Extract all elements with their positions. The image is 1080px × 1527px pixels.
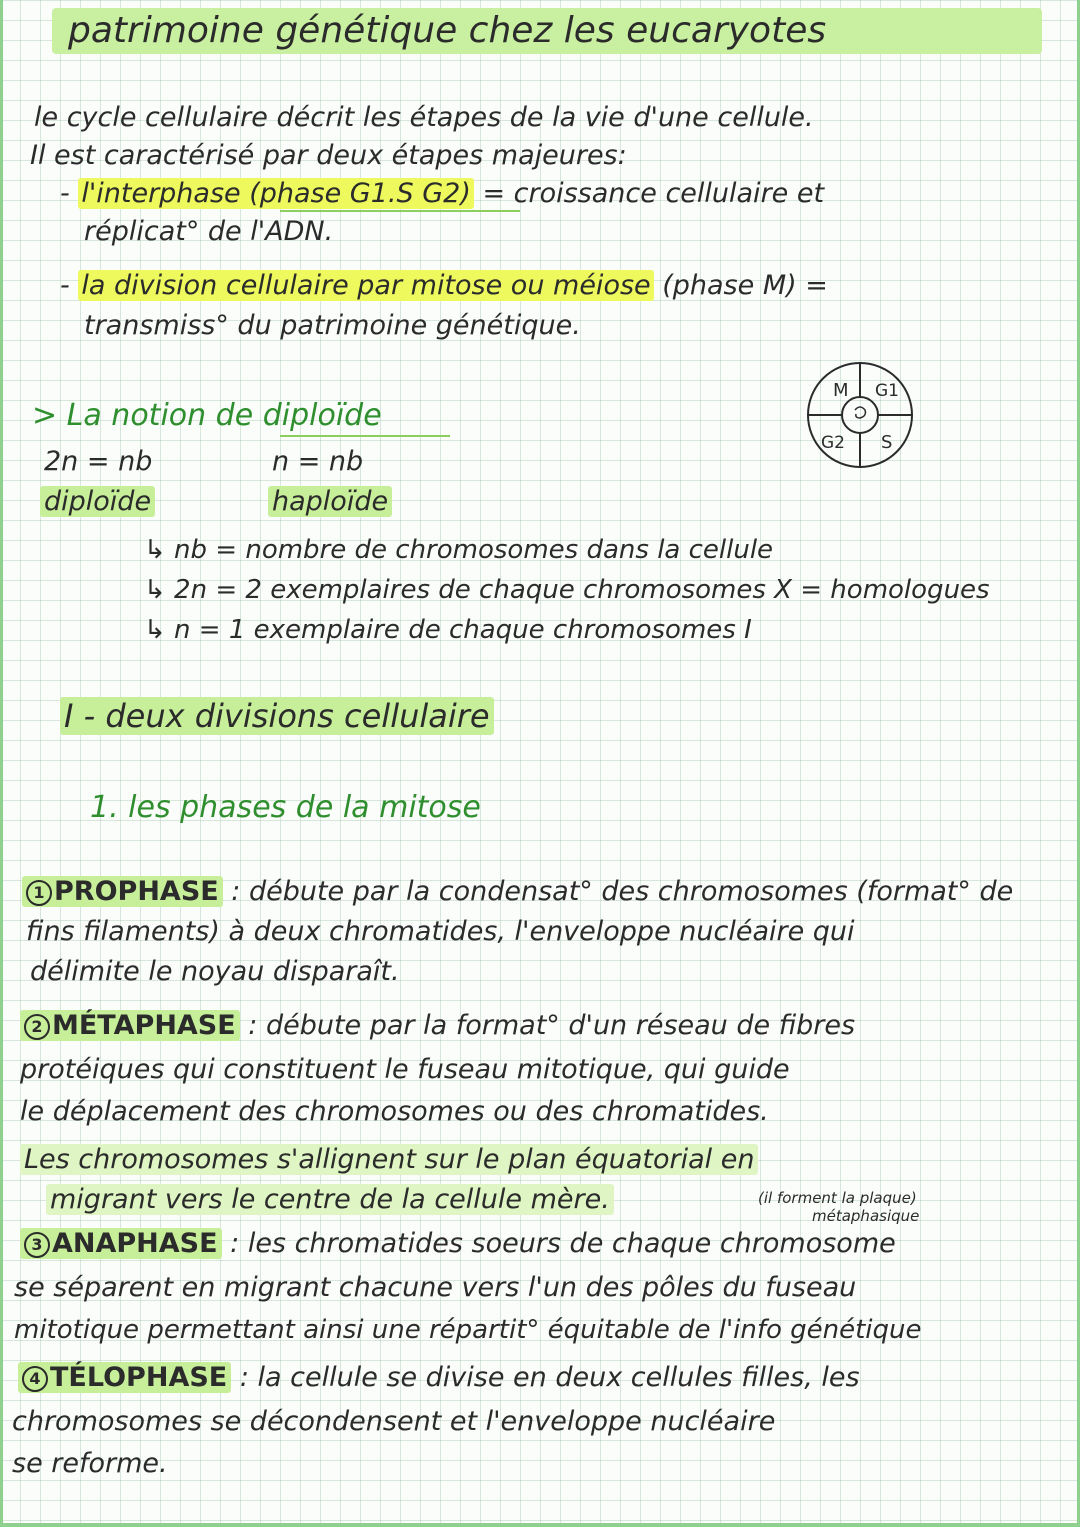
- phase-number-badge: 3: [24, 1232, 50, 1258]
- interphase-term: l'interphase (phase G1.S G2): [78, 178, 474, 209]
- telophase-line-2: chromosomes se décondensent et l'enveloppe nucléaire: [12, 1406, 776, 1437]
- diploid-heading-underline: [280, 435, 450, 437]
- cycle-label-m: M: [833, 380, 849, 401]
- diploid-label: diploïde: [40, 484, 155, 520]
- diploid-heading: > La notion de diploïde: [32, 398, 382, 433]
- metaphase-line-1: 2 MÉTAPHASE : débute par la format° d'un réseau de fibres: [20, 1008, 855, 1044]
- prophase-line-3: délimite le noyau disparaît.: [30, 956, 400, 987]
- interphase-underline: [280, 210, 520, 212]
- intro-item-interphase: [60, 176, 824, 212]
- anaphase-line-2: se séparent en migrant chacune vers l'un des pôles du fuseau: [14, 1272, 857, 1303]
- cycle-label-g2: G2: [821, 433, 845, 453]
- cycle-spiral-icon: [855, 407, 865, 418]
- phase-number-badge: 4: [22, 1366, 48, 1392]
- prophase-label: 1 PROPHASE: [22, 876, 223, 907]
- metaphase-line-4: Les chromosomes s'allignent sur le plan équatorial en: [20, 1142, 758, 1178]
- division-rest: (phase M) =: [653, 270, 828, 301]
- intro-item-division-cont: transmiss° du patrimoine génétique.: [84, 310, 581, 341]
- metaphase-line-3: le déplacement des chromosomes ou des chromatides.: [20, 1096, 769, 1127]
- division-term: la division cellulaire par mitose ou méiose: [78, 270, 653, 301]
- section-subheading: 1. les phases de la mitose: [90, 790, 481, 825]
- telophase-line-3: se reforme.: [12, 1448, 168, 1479]
- phase-number-badge: 1: [26, 880, 52, 906]
- haploid-formula: n = nb: [272, 446, 364, 477]
- interphase-rest: = croissance cellulaire et: [473, 178, 825, 209]
- cell-cycle-diagram: [795, 360, 925, 470]
- section-heading: I - deux divisions cellulaire: [60, 698, 494, 734]
- page-title-text: patrimoine génétique chez les eucaryotes: [68, 10, 827, 51]
- cycle-inner-circle: [842, 397, 878, 433]
- anaphase-line-1: 3 ANAPHASE : les chromatides soeurs de chaque chromosome: [20, 1226, 896, 1262]
- phase-number-badge: 2: [24, 1014, 50, 1040]
- metaphase-line-5: migrant vers le centre de la cellule mère.: [46, 1182, 614, 1218]
- item-dash: -: [60, 178, 79, 209]
- anaphase-label: 3 ANAPHASE: [20, 1228, 222, 1259]
- telophase-line-1: 4 TÉLOPHASE : la cellule se divise en deux cellules filles, les: [18, 1360, 860, 1396]
- metaphase-line-2: protéiques qui constituent le fuseau mitotique, qui guide: [20, 1054, 790, 1085]
- prophase-line-1: 1 PROPHASE : débute par la condensat° des chromosomes (format° de: [22, 874, 1013, 910]
- diploid-note-3: ↳ n = 1 exemplaire de chaque chromosomes I: [144, 615, 752, 645]
- intro-line-2: Il est caractérisé par deux étapes majeures:: [30, 140, 627, 171]
- metaphase-label: 2 MÉTAPHASE: [20, 1010, 240, 1041]
- intro-line-1: le cycle cellulaire décrit les étapes de la vie d'une cellule.: [34, 102, 814, 133]
- intro-item-division: [60, 268, 828, 304]
- prophase-line-2: fins filaments) à deux chromatides, l'enveloppe nucléaire qui: [26, 916, 855, 947]
- diploid-note-1: ↳ nb = nombre de chromosomes dans la cellule: [144, 535, 774, 565]
- telophase-label: 4 TÉLOPHASE: [18, 1362, 231, 1393]
- cycle-label-s: S: [881, 432, 893, 453]
- intro-item-interphase-cont: réplicat° de l'ADN.: [84, 216, 334, 247]
- diploid-note-2: ↳ 2n = 2 exemplaires de chaque chromosomes X = homologues: [144, 575, 990, 605]
- diploid-formula: 2n = nb: [44, 446, 153, 477]
- haploid-label: haploïde: [268, 484, 392, 520]
- item-dash: -: [60, 270, 79, 301]
- cycle-label-g1: G1: [875, 381, 899, 401]
- metaphase-note-2: métaphasique: [812, 1207, 920, 1225]
- metaphase-note-1: (il forment la plaque): [758, 1189, 917, 1207]
- page-title: [52, 8, 1042, 54]
- anaphase-line-3: mitotique permettant ainsi une répartit° équitable de l'info génétique: [14, 1315, 922, 1345]
